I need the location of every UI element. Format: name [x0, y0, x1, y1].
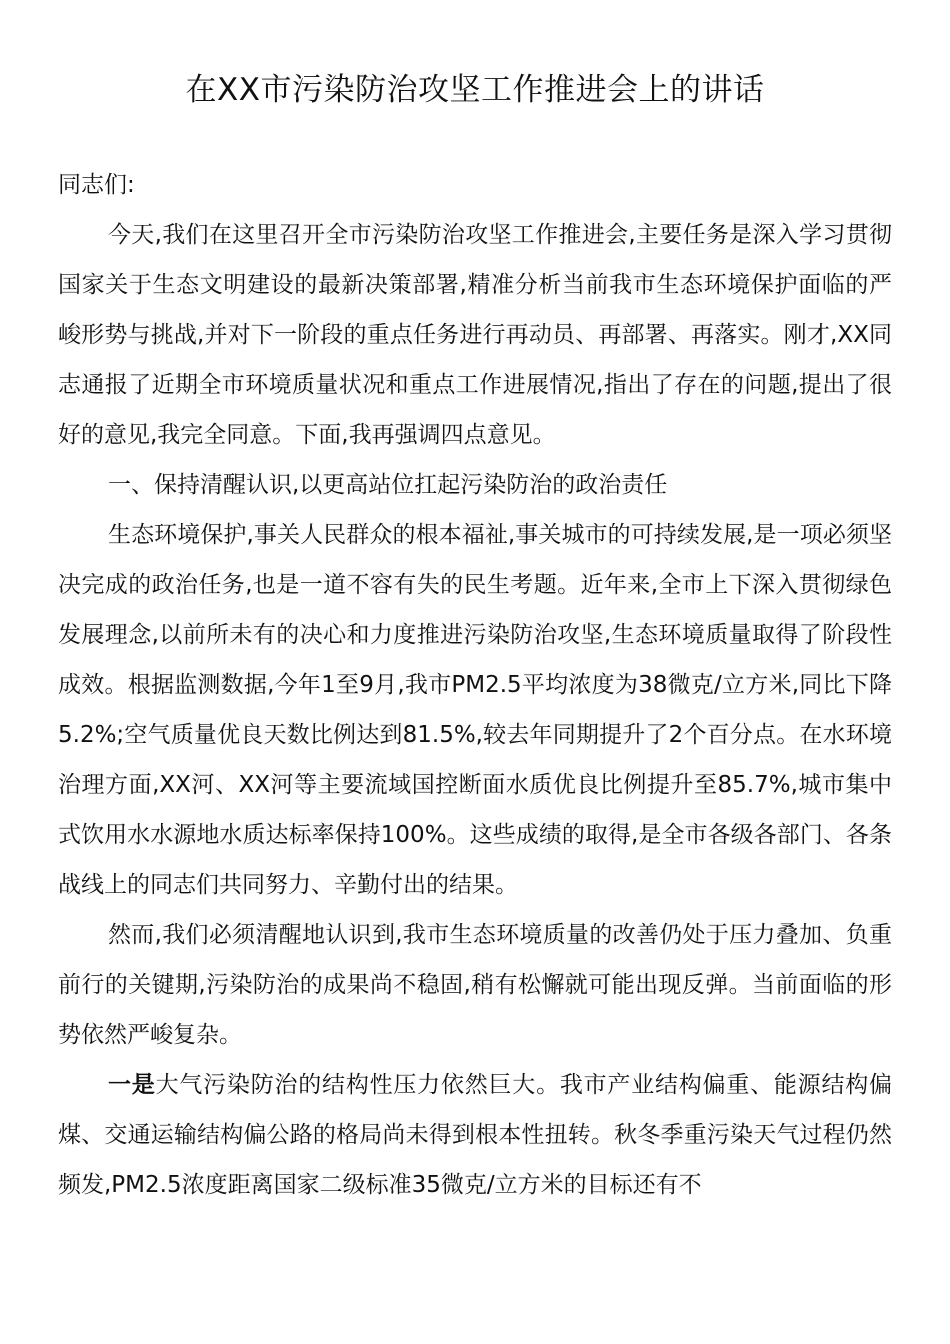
- point-1-lead: 一是: [108, 1072, 156, 1098]
- intro-paragraph: 今天,我们在这里召开全市污染防治攻坚工作推进会,主要任务是深入学习贯彻国家关于生态文明建设的最新决策部署,精准分析当前我市生态环境保护面临的严峻形势与挑战,并对下一阶段的重点任务进行再动员、再部署、再落实。刚才,XX同志通报了近期全市环境质量状况和重点工作进展情况,指出了存在的问题,提出了很好的意见,我完全同意。下面,我再强调四点意见。: [58, 222, 892, 448]
- section-1-paragraph-1: 生态环境保护,事关人民群众的根本福祉,事关城市的可持续发展,是一项必须坚决完成的政治任务,也是一道不容有失的民生考题。近年来,全市上下深入贯彻绿色发展理念,以前所未有的决心和力度推进污染防治攻坚,生态环境质量取得了阶段性成效。根据监测数据,今年1至9月,我市PM2.5平均浓度为38微克/立方米,同比下降5.2%;空气质量优良天数比例达到81.5%,较去年同期提升了2个百分点。在水环境治理方面,XX河、XX河等主要流域国控断面水质优良比例提升至85.7%,城市集中式饮用水水源地水质达标率保持100%。这些成绩的取得,是全市各级各部门、各条战线上的同志们共同努力、辛勤付出的结果。: [58, 522, 892, 898]
- salutation: 同志们:: [58, 172, 135, 198]
- section-1-heading: 一、保持清醒认识,以更高站位扛起污染防治的政治责任: [108, 472, 668, 498]
- document-title: 在XX市污染防治攻坚工作推进会上的讲话: [185, 72, 765, 108]
- section-1-paragraph-2: 然而,我们必须清醒地认识到,我市生态环境质量的改善仍处于压力叠加、负重前行的关键期,污染防治的成果尚不稳固,稍有松懈就可能出现反弹。当前面临的形势依然严峻复杂。: [58, 922, 892, 1048]
- point-1-paragraph: [58, 1060, 892, 1210]
- point-1-text: 大气污染防治的结构性压力依然巨大。我市产业结构偏重、能源结构偏煤、交通运输结构偏公路的格局尚未得到根本性扭转。秋冬季重污染天气过程仍然频发,PM2.5浓度距离国家二级标准35微克/立方米的目标还有不: [58, 1072, 892, 1198]
- document-page: [58, 60, 892, 1210]
